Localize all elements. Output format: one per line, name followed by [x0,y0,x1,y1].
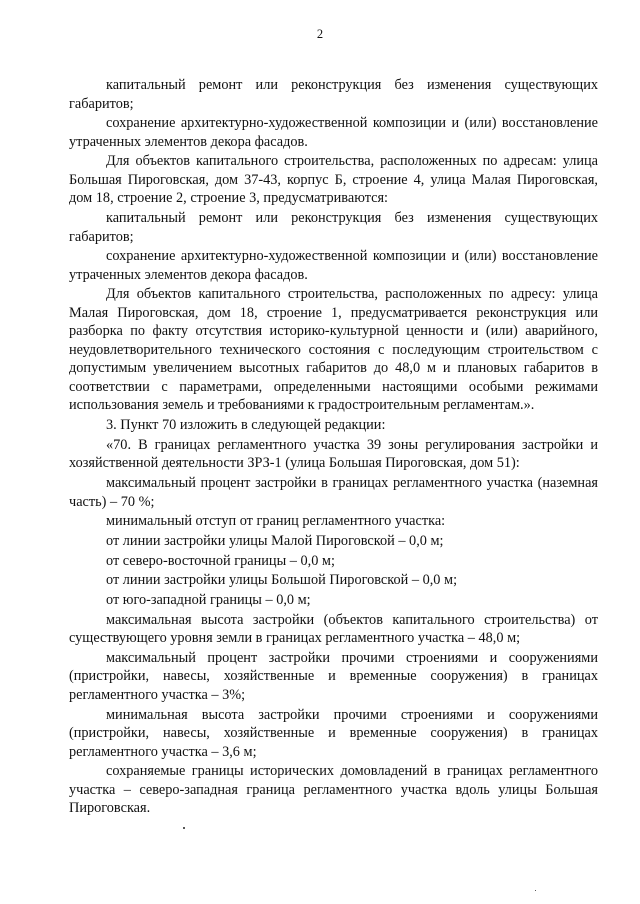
paragraph-18: сохраняемые границы исторических домовладений в границах регламентного участка – северо-западная граница регламентного участка вдоль улицы Большая Пироговская. [69,763,598,817]
paragraph-10: минимальный отступ от границ регламентного участка: [106,513,446,530]
paragraph-6: Для объектов капитального строительства, расположенных по адресу: улица Малая Пироговская, дом 18, строение 1, предусматривается реконструкция или разборка по факту отсутствия историко-культурной ценности и (или) аварийного, неудовлетворительного технического состояния с последующим строительством с допустимым увеличением высотных габаритов до 48,0 м и плановых габаритов в соответствии с параметрами, определенными настоящими особыми режимами использования земель и требованиями к градостроительным регламентам.». [69,286,598,414]
paragraph-12: от северо-восточной границы – 0,0 м; [106,552,335,569]
scan-speck [535,890,536,891]
paragraph-3: Для объектов капитального строительства, расположенных по адресам: улица Большая Пироговская, дом 37-43, корпус Б, строение 4, улица Малая Пироговская, дом 18, строение 2, строение 3, предусматриваются: [69,153,598,207]
paragraph-4: капитальный ремонт или реконструкция без изменения существующих габаритов; [69,210,598,245]
paragraph-13: от линии застройки улицы Большой Пироговской – 0,0 м; [106,572,458,589]
paragraph-5: сохранение архитектурно-художественной композиции и (или) восстановление утраченных элементов декора фасадов. [69,248,598,283]
paragraph-7: 3. Пункт 70 изложить в следующей редакции: [106,417,386,434]
paragraph-9: максимальный процент застройки в границах регламентного участка (наземная часть) – 70 %; [69,475,598,510]
paragraph-8: «70. В границах регламентного участка 39 зоны регулирования застройки и хозяйственной деятельности ЗРЗ-1 (улица Большая Пироговская, дом 51): [69,436,598,472]
paragraph-15: максимальная высота застройки (объектов капитального строительства) от существующего уровня земли в границах регламентного участка – 48,0 м; [69,611,598,647]
paragraph-2: сохранение архитектурно-художественной композиции и (или) восстановление утраченных элементов декора фасадов. [69,115,598,150]
document-body [69,76,598,819]
page-number: 2 [316,27,324,41]
paragraph-14: от юго-западной границы – 0,0 м; [106,591,311,608]
scan-speck [183,827,185,829]
paragraph-1: капитальный ремонт или реконструкция без изменения существующих габаритов; [69,77,598,112]
paragraph-11: от линии застройки улицы Малой Пироговской – 0,0 м; [106,532,444,549]
paragraph-16: максимальный процент застройки прочими строениями и сооружениями (пристройки, навесы, хозяйственные и временные сооружения) в границах регламентного участка – 3%; [69,649,598,703]
paragraph-17: минимальная высота застройки прочими строениями и сооружениями (пристройки, навесы, хозяйственные и временные сооружения) в границах регламентного участка – 3,6 м; [69,706,598,760]
